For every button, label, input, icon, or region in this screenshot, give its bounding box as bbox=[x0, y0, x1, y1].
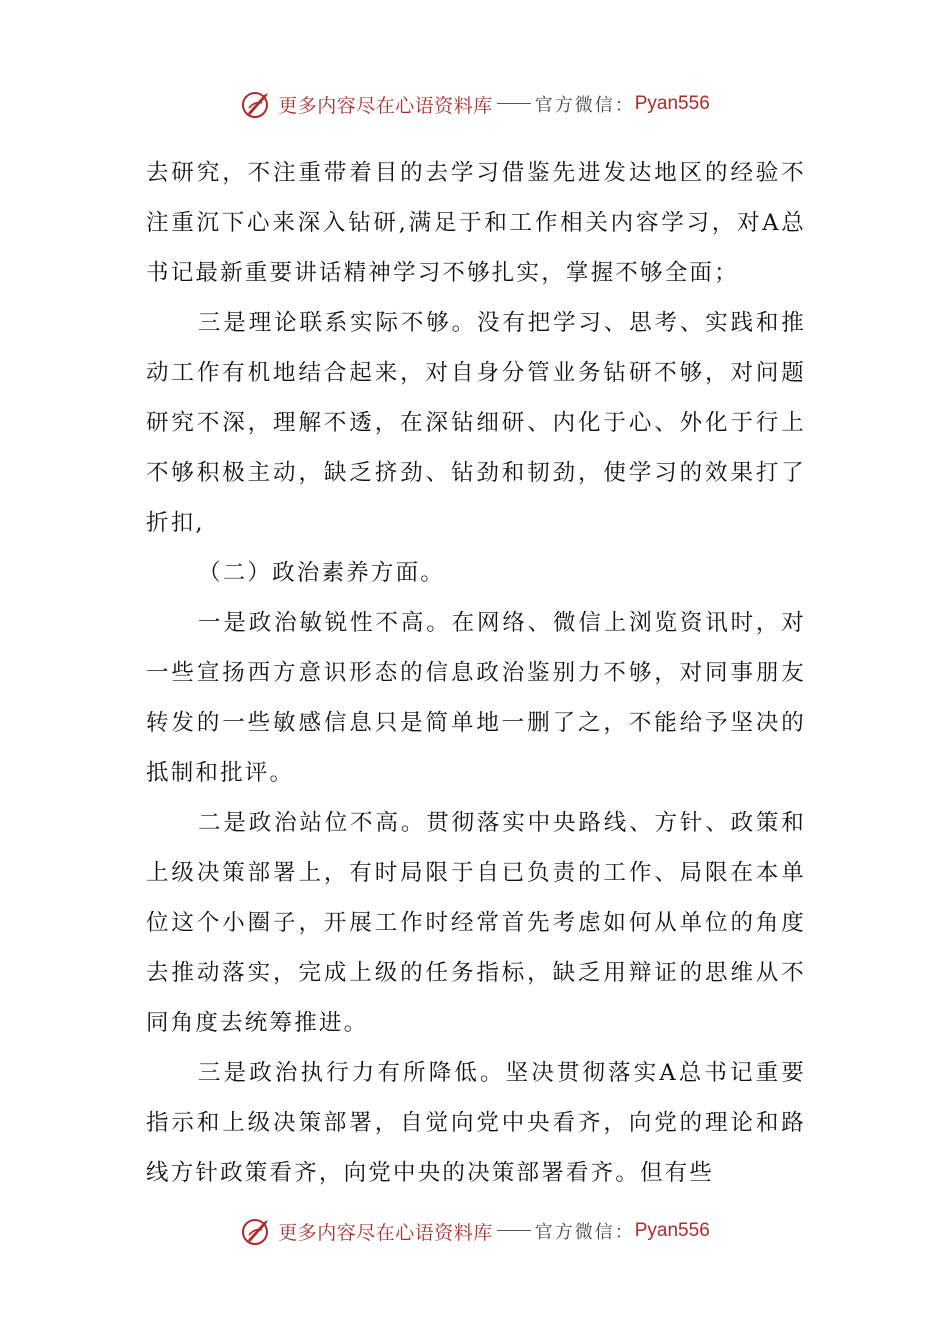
banner-title: 更多内容尽在心语资料库 bbox=[278, 1221, 493, 1244]
header-banner bbox=[0, 84, 950, 124]
banner-wechat-label: 官方微信： bbox=[534, 1222, 635, 1243]
banner-dash bbox=[497, 1230, 531, 1231]
banner-wechat-id: Pyan556 bbox=[634, 1220, 710, 1241]
paragraph: 二是政治站位不高。贯彻落实中央路线、方针、政策和上级决策部署上，有时局限于自已负责的工作、局限在本单位这个小圈子，开展工作时经常首先考虑如何从单位的角度去推动落实，完成上级的任务指标，缺乏用辩证的思维从不同角度去统筹推进。 bbox=[146, 810, 806, 1036]
footer-banner bbox=[0, 1211, 950, 1251]
document-body bbox=[146, 148, 806, 1198]
paragraph: 三是理论联系实际不够。没有把学习、思考、实践和推动工作有机地结合起来，对自身分管业务钻研不够，对问题研究不深，理解不透，在深钻细研、内化于心、外化于行上不够积极主动，缺乏挤劲、钻劲和韧劲，使学习的效果打了折扣, bbox=[146, 310, 806, 536]
banner-dash bbox=[497, 103, 531, 104]
banner-wechat-id: Pyan556 bbox=[634, 93, 710, 114]
paragraph: 去研究，不注重带着目的去学习借鉴先进发达地区的经验不注重沉下心来深入钻研,满足于和工作相关内容学习，对A总书记最新重要讲话精神学习不够扎实，掌握不够全面； bbox=[146, 160, 806, 286]
banner-title: 更多内容尽在心语资料库 bbox=[278, 94, 493, 117]
pen-logo-icon bbox=[240, 87, 274, 121]
banner-wechat-label: 官方微信： bbox=[534, 95, 635, 116]
paragraph: 一是政治敏锐性不高。在网络、微信上浏览资讯时，对一些宣扬西方意识形态的信息政治鉴别力不够，对同事朋友转发的一些敏感信息只是简单地一删了之，不能给予坚决的抵制和批评。 bbox=[146, 610, 806, 786]
pen-logo-icon bbox=[240, 1214, 274, 1248]
paragraph: 三是政治执行力有所降低。坚决贯彻落实A总书记重要指示和上级决策部署，自觉向党中央看齐，向党的理论和路线方针政策看齐，向党中央的决策部署看齐。但有些 bbox=[146, 1060, 806, 1186]
section-heading: （二）政治素养方面。 bbox=[198, 560, 446, 586]
